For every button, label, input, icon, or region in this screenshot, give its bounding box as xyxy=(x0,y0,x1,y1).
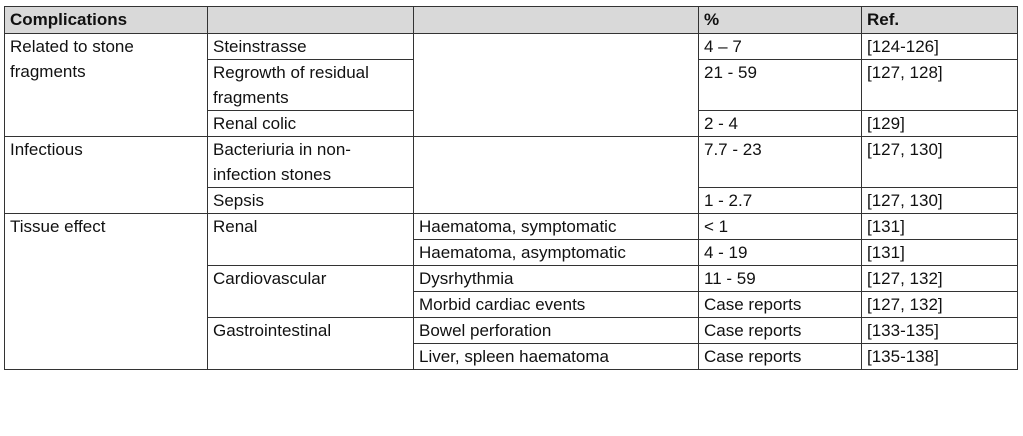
detail-cell-empty xyxy=(414,34,699,137)
header-detail xyxy=(414,7,699,34)
ref-cell: [131] xyxy=(862,214,1018,240)
ref-cell: [129] xyxy=(862,111,1018,137)
ref-cell: [127, 128] xyxy=(862,60,1018,111)
ref-cell: [127, 132] xyxy=(862,266,1018,292)
detail-cell: Haematoma, asymptomatic xyxy=(414,240,699,266)
header-subcategory xyxy=(208,7,414,34)
detail-cell: Haematoma, symptomatic xyxy=(414,214,699,240)
percent-cell: Case reports xyxy=(699,344,862,370)
subcategory-cell: Gastrointestinal xyxy=(208,318,414,370)
percent-cell: Case reports xyxy=(699,318,862,344)
category-cell: Infectious xyxy=(5,137,208,214)
percent-cell: 4 – 7 xyxy=(699,34,862,60)
ref-cell: [127, 130] xyxy=(862,188,1018,214)
detail-cell: Bowel perforation xyxy=(414,318,699,344)
table-row xyxy=(5,34,1018,60)
subcategory-cell: Bacteriuria in non-infection stones xyxy=(208,137,414,188)
percent-cell: 4 - 19 xyxy=(699,240,862,266)
category-cell: Tissue effect xyxy=(5,214,208,370)
category-cell: Related to stone fragments xyxy=(5,34,208,137)
subcategory-cell: Renal xyxy=(208,214,414,266)
table-row xyxy=(5,214,1018,240)
complications-table xyxy=(4,6,1018,370)
detail-cell-empty xyxy=(414,137,699,214)
percent-cell: Case reports xyxy=(699,292,862,318)
ref-cell: [131] xyxy=(862,240,1018,266)
percent-cell: 1 - 2.7 xyxy=(699,188,862,214)
percent-cell: 21 - 59 xyxy=(699,60,862,111)
percent-cell: 7.7 - 23 xyxy=(699,137,862,188)
percent-cell: 2 - 4 xyxy=(699,111,862,137)
header-percent: % xyxy=(699,7,862,34)
header-ref: Ref. xyxy=(862,7,1018,34)
ref-cell: [135-138] xyxy=(862,344,1018,370)
detail-cell: Morbid cardiac events xyxy=(414,292,699,318)
percent-cell: 11 - 59 xyxy=(699,266,862,292)
percent-cell: < 1 xyxy=(699,214,862,240)
ref-cell: [133-135] xyxy=(862,318,1018,344)
ref-cell: [124-126] xyxy=(862,34,1018,60)
subcategory-cell: Regrowth of residual fragments xyxy=(208,60,414,111)
subcategory-cell: Sepsis xyxy=(208,188,414,214)
subcategory-cell: Cardiovascular xyxy=(208,266,414,318)
ref-cell: [127, 132] xyxy=(862,292,1018,318)
header-complications: Complications xyxy=(5,7,208,34)
subcategory-cell: Renal colic xyxy=(208,111,414,137)
ref-cell: [127, 130] xyxy=(862,137,1018,188)
detail-cell: Dysrhythmia xyxy=(414,266,699,292)
subcategory-cell: Steinstrasse xyxy=(208,34,414,60)
header-row xyxy=(5,7,1018,34)
table-row xyxy=(5,137,1018,188)
detail-cell: Liver, spleen haematoma xyxy=(414,344,699,370)
